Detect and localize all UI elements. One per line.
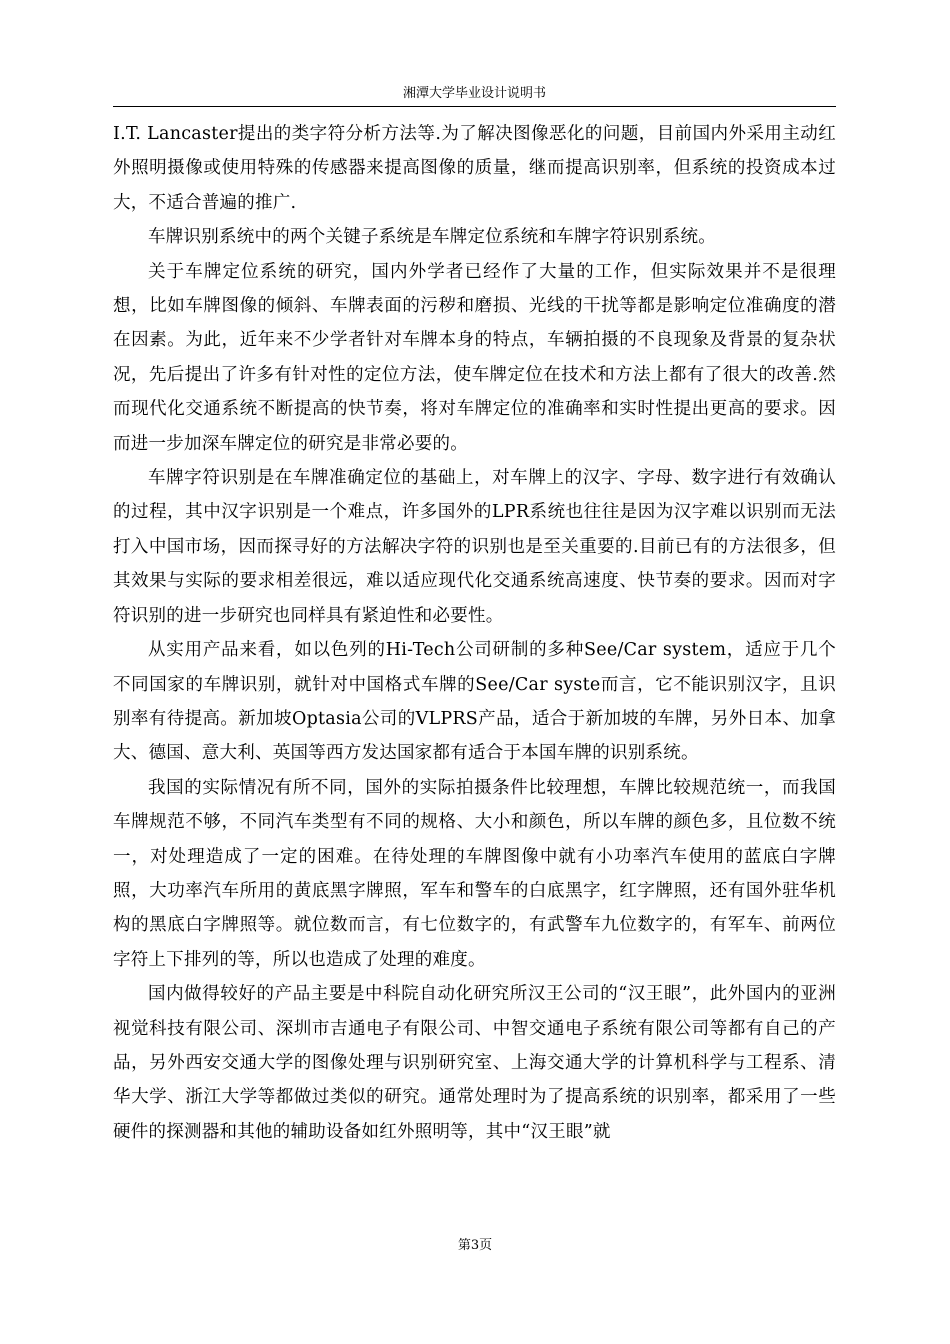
page-number: 第3页 (457, 1238, 493, 1253)
header-divider (113, 106, 836, 107)
paragraph-domestic-situation: 我国的实际情况有所不同，国外的实际拍摄条件比较理想，车牌比较规范统一，而我国车牌规范不够，不同汽车类型有不同的规格、大小和颜色，所以车牌的颜色多，且位数不统一，对处理造成了一定的困难。在待处理的车牌图像中就有小功率汽车使用的蓝底白字牌照，大功率汽车所用的黄底黑字牌照，军车和警车的白底黑字，红字牌照，还有国外驻华机构的黑底白字牌照等。就位数而言，有七位数字的，有武警车九位数字的，有军车、前两位字符上下排列的等，所以也造成了处理的难度。 (113, 777, 836, 970)
body-text (113, 117, 836, 1149)
paragraph-continuation: I.T. Lancaster提出的类字符分析方法等.为了解决图像恶化的问题，目前国内外采用主动红外照明摄像或使用特殊的传感器来提高图像的质量，继而提高识别率，但系统的投资成本过大，不适合普遍的推广. (113, 124, 836, 213)
header-title: 湘潭大学毕业设计说明书 (402, 86, 546, 101)
paragraph-plate-location: 关于车牌定位系统的研究，国内外学者已经作了大量的工作，但实际效果并不是很理想，比如车牌图像的倾斜、车牌表面的污秽和磨损、光线的干扰等都是影响定位准确度的潜在因素。为此，近年来不少学者针对车牌本身的特点，车辆拍摄的不良现象及背景的复杂状况，先后提出了许多有针对性的定位方法，使车牌定位在技术和方法上都有了很大的改善.然而现代化交通系统不断提高的快节奏，将对车牌定位的准确率和实时性提出更高的要求。因而进一步加深车牌定位的研究是非常必要的。 (113, 261, 836, 454)
paragraph-character-recognition: 车牌字符识别是在车牌准确定位的基础上，对车牌上的汉字、字母、数字进行有效确认的过程，其中汉字识别是一个难点，许多国外的LPR系统也往往是因为汉字难以识别而无法打入中国市场，因而探寻好的方法解决字符的识别也是至关重要的.目前已有的方法很多，但其效果与实际的要求相差很远，难以适应现代化交通系统高速度、快节奏的要求。因而对字符识别的进一步研究也同样具有紧迫性和必要性。 (113, 468, 836, 626)
paragraph-foreign-products: 从实用产品来看，如以色列的Hi-Tech公司研制的多种See/Car system，适应于几个不同国家的车牌识别，就针对中国格式车牌的See/Car syste而言，它不能识别汉字，且识别率有待提高。新加坡Optasia公司的VLPRS产品，适合于新加坡的车牌，另外日本、加拿大、德国、意大利、英国等西方发达国家都有适合于本国车牌的识别系统。 (113, 640, 836, 764)
paragraph-key-subsystems: 车牌识别系统中的两个关键子系统是车牌定位系统和车牌字符识别系统。 (148, 227, 716, 248)
paragraph-domestic-products: 国内做得较好的产品主要是中科院自动化研究所汉王公司的“汉王眼”，此外国内的亚洲视觉科技有限公司、深圳市吉通电子有限公司、中智交通电子系统有限公司等都有自己的产品，另外西安交通大学的图像处理与识别研究室、上海交通大学的计算机科学与工程系、清华大学、浙江大学等都做过类似的研究。通常处理时为了提高系统的识别率，都采用了一些硬件的探测器和其他的辅助设备如红外照明等，其中“汉王眼”就 (113, 984, 836, 1142)
